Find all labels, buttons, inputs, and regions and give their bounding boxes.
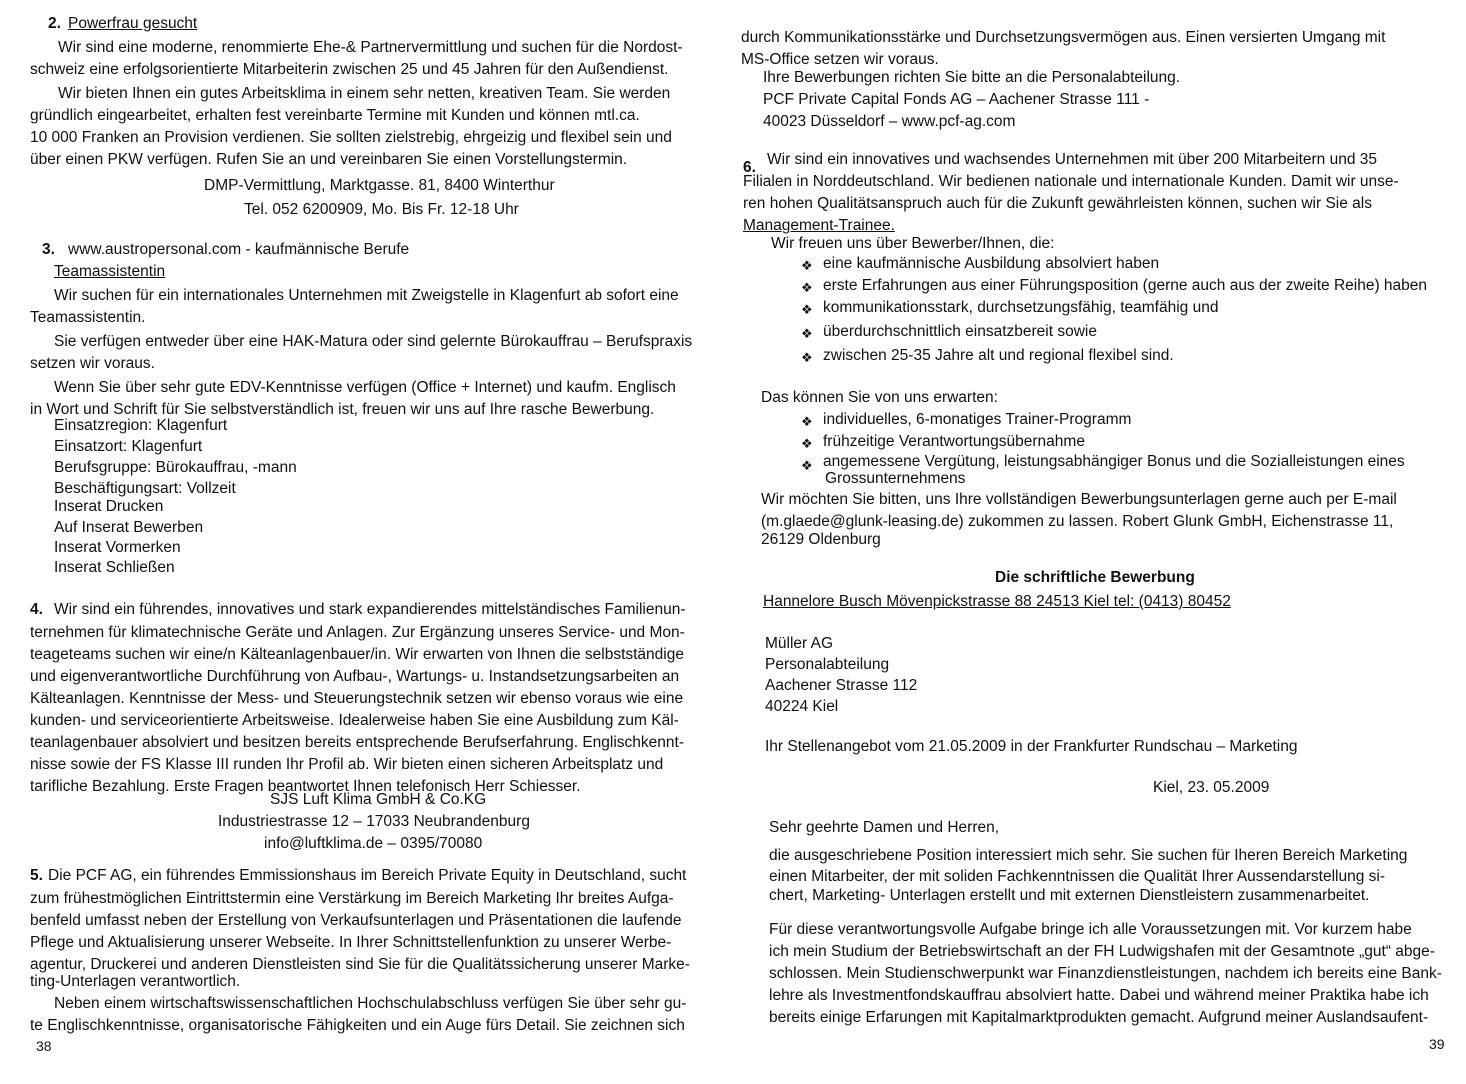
ad5-line: te Englischkenntnisse, organisatorische Fähigkeiten und ein Auge fürs Detail. Sie zeichnen sich [30,1017,685,1034]
ad6-closing: (m.glaede@glunk-leasing.de) zukommen zu lassen. Robert Glunk GmbH, Eichenstrasse 11, [761,513,1394,530]
ad6-number: 6. [743,159,756,176]
ad2-line: schweiz eine erfolgsorientierte Mitarbeiterin zwischen 25 und 45 Jahren für den Außendienst. [30,61,669,78]
ad5-line: Die PCF AG, ein führendes Emmissionshaus im Bereich Private Equity in Deutschland, sucht [48,867,687,884]
diamond-bullet-icon: ❖ [801,326,813,341]
ad4-contact: SJS Luft Klima GmbH & Co.KG [270,791,487,808]
diamond-bullet-icon: ❖ [801,280,813,295]
ad6-closing: Wir möchten Sie bitten, uns Ihre vollständigen Bewerbungsunterlagen gerne auch per E-mail [761,491,1397,508]
letter-recipient: Müller AG [765,635,834,652]
ad3-detail: Beschäftigungsart: Vollzeit [54,480,236,497]
letter-date: Kiel, 23. 05.2009 [1153,779,1270,796]
diamond-bullet-icon: ❖ [801,436,813,451]
ad2-contact: Tel. 052 6200909, Mo. Bis Fr. 12-18 Uhr [244,201,519,218]
letter-salutation: Sehr geehrte Damen und Herren, [769,819,1000,836]
ad5-number: 5. [30,867,43,884]
ad5-cont-line: 40023 Düsseldorf – www.pcf-ag.com [763,113,1016,130]
ad2-line: gründlich eingearbeitet, erhalten fest vereinbarte Termine mit Kunden und können mtl.ca. [30,107,640,124]
ad6-closing: 26129 Oldenburg [761,531,881,548]
ad6-offer: angemessene Vergütung, leistungsabhängiger Bonus und die Sozialleistungen eines [823,453,1405,470]
page-number-left: 38 [36,1038,52,1054]
ad6-requirement: eine kaufmännische Ausbildung absolviert haben [823,255,1160,272]
letter-para1: einen Mitarbeiter, der mit soliden Fachkenntnissen die Qualität Ihrer Aussendarstellung si- [769,868,1386,885]
ad4-contact: info@luftklima.de – 0395/70080 [264,835,483,852]
ad6-requirement: erste Erfahrungen aus einer Führungsposition (gerne auch aus der zweite Reihe) haben [823,277,1428,294]
diamond-bullet-icon: ❖ [801,350,813,365]
ad4-line: teanlagenbauer absolviert und besitzen bereits entsprechende Berufserfahrung. Englischkennt- [30,734,685,751]
ad3-detail: Berufsgruppe: Bürokauffrau, -mann [54,459,297,476]
ad5-line: Neben einem wirtschaftswissenschaftlichen Hochschulabschluss verfügen Sie über sehr gu- [54,995,687,1012]
ad6-line: Wir sind ein innovatives und wachsendes Unternehmen mit über 200 Mitarbeitern und 35 [767,151,1378,168]
ad4-line: teageteams suchen wir eine/n Kälteanlagenbauer/in. Wir erwarten von Ihnen die selbstständige [30,646,684,663]
ad6-requirement: kommunikationsstark, durchsetzungsfähig, teamfähig und [823,299,1219,316]
letter-para2: schlossen. Mein Studienschwerpunkt war Finanzdienstleistungen, nachdem ich bereits eine Bank- [769,965,1442,982]
letter-recipient: 40224 Kiel [765,698,839,715]
letter-recipient: Personalabteilung [765,656,890,673]
ad3-title: Teamassistentin [54,263,166,280]
ad5-line: zum frühestmöglichen Eintrittstermin eine Verstärkung im Bereich Marketing Ihr breites Aufga- [30,890,674,907]
ad4-line: Kälteanlagen. Kenntnisse der Mess- und Steuerungstechnik setzen wir ebenso voraus wie eine [30,690,684,707]
letter-para2: bereits einige Erfarungen mit Kapitalmarktprodukten gemacht. Aufgrund meiner Auslandsaufent- [769,1009,1429,1026]
ad3-detail: Inserat Drucken [54,498,164,515]
ad4-number: 4. [30,601,43,618]
ad3-detail: Inserat Schließen [54,559,175,576]
letter-para1: chert, Marketing- Unterlagen erstellt und mit externen Dienstleistern zusammenarbeitet. [769,887,1370,904]
ad2-line: Wir bieten Ihnen ein gutes Arbeitsklima in einem sehr netten, kreativen Team. Sie werden [58,85,671,102]
ad3-detail: Inserat Vormerken [54,539,181,556]
letter-heading: Die schriftliche Bewerbung [995,569,1195,586]
ad5-cont-line: PCF Private Capital Fonds AG – Aachener Strasse 111 - [763,91,1150,108]
ad4-line: und eigenverantwortliche Durchführung von Aufbau-, Wartungs- u. Instandsetzungsarbeiten an [30,668,680,685]
diamond-bullet-icon: ❖ [801,458,813,473]
ad2-contact: DMP-Vermittlung, Marktgasse. 81, 8400 Winterthur [204,177,555,194]
letter-sender: Hannelore Busch Mövenpickstrasse 88 24513 Kiel tel: (0413) 80452 [763,593,1231,610]
letter-para2: ich mein Studium der Betriebswirtschaft an der FH Ludwigshafen mit der Gesamtnote „gut“ abge- [769,943,1435,960]
ad5-cont-line: durch Kommunikationsstärke und Durchsetzungsvermögen aus. Einen versierten Umgang mit [741,29,1386,46]
ad3-line: Sie verfügen entweder über eine HAK-Matura oder sind gelernte Bürokauffrau – Berufspraxis [54,333,693,350]
right-page [733,0,1466,1084]
ad2-line: über einen PKW verfügen. Rufen Sie an und vereinbaren Sie einen Vorstellungstermin. [30,151,628,168]
ad3-detail: Einsatzregion: Klagenfurt [54,417,228,434]
ad6-position: Management-Trainee. [743,217,895,234]
ad2-line: Wir sind eine moderne, renommierte Ehe-& Partnervermittlung und suchen für die Nordost- [58,39,683,56]
letter-para2: Für diese verantwortungsvolle Aufgabe bringe ich alle Voraussetzungen mit. Vor kurzem habe [769,921,1412,938]
ad3-line: in Wort und Schrift für Sie selbstverständlich ist, freuen wir uns auf Ihre rasche Bewerbung. [30,401,655,418]
diamond-bullet-icon: ❖ [801,414,813,429]
ad4-line: nisse sowie der FS Klasse III runden Ihr Profil ab. Wir bieten einen sicheren Arbeitsplatz und [30,756,664,773]
ad2-line: 10 000 Franken an Provision verdienen. Sie sollten zielstrebig, ehrgeizig und flexibel sein und [30,129,672,146]
ad3-number: 3. [42,241,55,258]
ad6-offer: frühzeitige Verantwortungsübernahme [823,433,1085,450]
ad6-requirement: zwischen 25-35 Jahre alt und regional flexibel sind. [823,347,1174,364]
diamond-bullet-icon: ❖ [801,258,813,273]
ad6-requirement: überdurchschnittlich einsatzbereit sowie [823,323,1097,340]
ad4-line: tarifliche Bezahlung. Erste Fragen beantwortet Ihnen telefonisch Herr Schiesser. [30,778,581,795]
letter-recipient: Aachener Strasse 112 [765,677,918,694]
ad5-line: ting-Unterlagen verantwortlich. [30,973,241,990]
letter-para1: die ausgeschriebene Position interessiert mich sehr. Sie suchen für Iheren Bereich Marketing [769,847,1408,864]
ad5-line: benfeld umfasst neben der Erstellung von Verkaufsunterlagen und Präsentationen die laufende [30,912,682,929]
letter-para2: lehre als Investmentfondskauffrau absolviert hatte. Dabei und während meiner Praktika habe ich [769,987,1429,1004]
ad4-line: Wir sind ein führendes, innovatives und stark expandierendes mittelständisches Familienun- [54,601,686,618]
ad4-contact: Industriestrasse 12 – 17033 Neubrandenburg [218,813,530,830]
ad3-detail: Auf Inserat Bewerben [54,519,204,536]
ad5-line: agentur, Druckerei und anderen Dienstleisten sind Sie für die Qualitätssicherung unserer Marke- [30,956,690,973]
page-number-right: 39 [1429,1036,1445,1052]
ad6-line: ren hohen Qualitätsanspruch auch für die Zukunft gewährleisten können, suchen wir Sie als [743,195,1372,212]
ad5-cont-line: Ihre Bewerbungen richten Sie bitte an die Personalabteilung. [763,69,1181,86]
ad3-line: setzen wir voraus. [30,355,155,372]
ad6-line: Wir freuen uns über Bewerber/Ihnen, die: [771,235,1055,252]
ad6-line: Filialen in Norddeutschland. Wir bedienen nationale und internationale Kunden. Damit wir unse- [743,173,1399,190]
ad6-offer: Grossunternehmens [825,470,966,487]
ad4-line: kunden- und serviceorientierte Arbeitsweise. Idealerweise haben Sie eine Ausbildung zum Käl- [30,712,679,729]
ad3-header: www.austropersonal.com - kaufmännische Berufe [68,241,410,258]
ad5-line: Pflege und Aktualisierung unserer Webseite. In Ihrer Schnittstellenfunktion zu unserer Werbe- [30,934,672,951]
ad3-detail: Einsatzort: Klagenfurt [54,438,203,455]
ad3-line: Teamassistentin. [30,309,146,326]
diamond-bullet-icon: ❖ [801,302,813,317]
ad6-offer: individuelles, 6-monatiges Trainer-Programm [823,411,1132,428]
ad2-number: 2. [48,15,61,32]
ad6-offer-intro: Das können Sie von uns erwarten: [761,389,998,406]
ad2-title: Powerfrau gesucht [68,15,198,32]
ad3-line: Wir suchen für ein internationales Unternehmen mit Zweigstelle in Klagenfurt ab sofort eine [54,287,679,304]
letter-subject: Ihr Stellenangebot vom 21.05.2009 in der Frankfurter Rundschau – Marketing [765,738,1298,755]
ad3-line: Wenn Sie über sehr gute EDV-Kenntnisse verfügen (Office + Internet) und kaufm. Englisch [54,379,676,396]
ad5-cont-line: MS-Office setzen wir voraus. [741,51,939,68]
ad4-line: ternehmen für klimatechnische Geräte und Anlagen. Zur Ergänzung unseres Service- und Mon- [30,624,685,641]
